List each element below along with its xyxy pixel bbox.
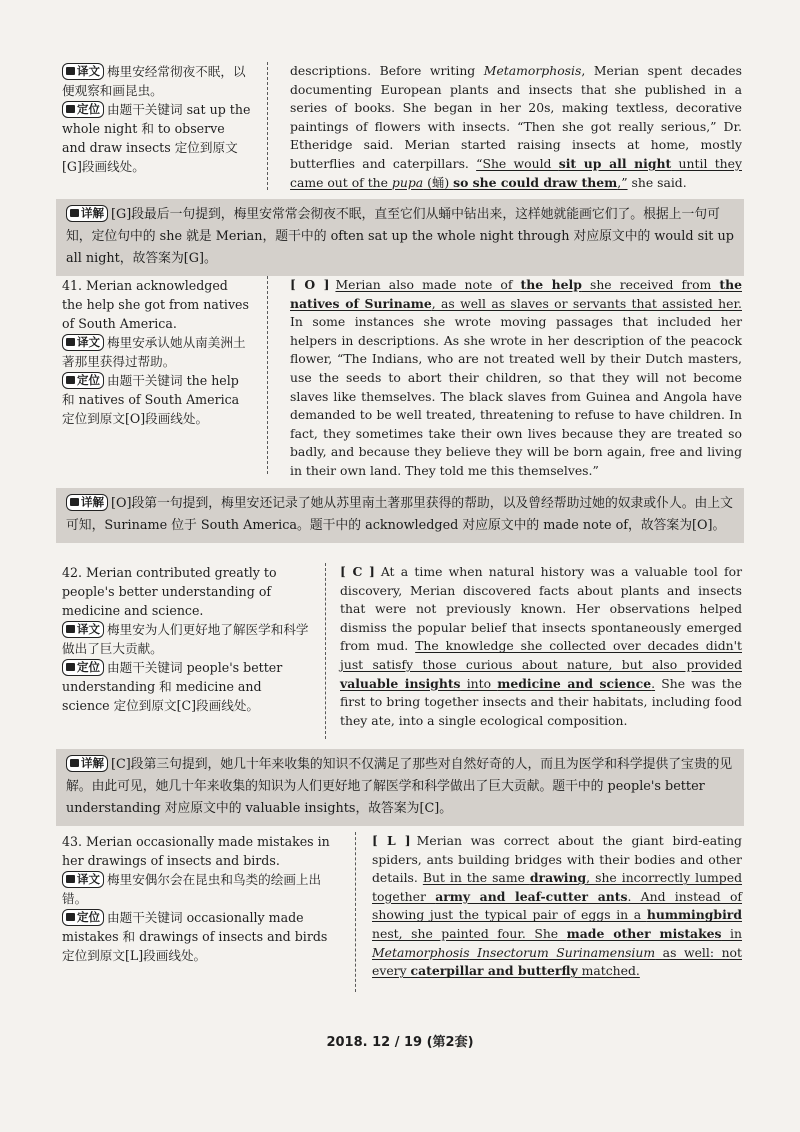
dingwei-tag: 定位 bbox=[62, 909, 104, 926]
yiwen-tag: 译文 bbox=[62, 621, 104, 638]
paragraph-label: [ L ] bbox=[372, 833, 411, 848]
dingwei-note: 定位 由题干关键词 people's better understanding 和 medicine and science 定位到原文[C]段画线处。 bbox=[62, 660, 283, 713]
explanation-41: 详解 [O]段第一句提到，梅里安还记录了她从苏里南土著那里获得的帮助，以及曾经帮助过她的奴隶或仆人。由上文可知，Suriname 位于 South America。题干中的 acknowledged 对应原文中的 made note of，故答案为[O]。 bbox=[56, 488, 744, 543]
book-icon bbox=[66, 875, 75, 883]
yiwen-tag: 译文 bbox=[62, 871, 104, 888]
dingwei-note: 定位 由题干关键词 occasionally made mistakes 和 drawings of insects and birds 定位到原文[L]段画线处。 bbox=[62, 910, 328, 963]
column-divider bbox=[267, 62, 268, 190]
block-g bbox=[62, 62, 742, 192]
column-divider bbox=[325, 563, 326, 739]
question-stem: 41. Merian acknowledged the help she got from natives of South America. bbox=[62, 278, 249, 331]
page-footer: 2018. 12 / 19 (第2套) bbox=[326, 1035, 474, 1050]
dingwei-note: 定位 由题干关键词 sat up the whole night 和 to observe and draw insects 定位到原文[G]段画线处。 bbox=[62, 102, 251, 174]
dingwei-tag: 定位 bbox=[62, 101, 104, 118]
book-icon bbox=[70, 759, 79, 767]
book-icon bbox=[66, 67, 75, 75]
xiangjie-tag: 详解 bbox=[66, 755, 108, 772]
book-icon bbox=[66, 376, 75, 384]
column-divider bbox=[267, 276, 268, 474]
book-icon bbox=[70, 209, 79, 217]
block-g-notes bbox=[62, 62, 252, 176]
book-icon bbox=[66, 663, 75, 671]
dingwei-note: 定位 由题干关键词 the help 和 natives of South America 定位到原文[O]段画线处。 bbox=[62, 373, 240, 426]
paragraph-label: [ O ] bbox=[290, 277, 330, 292]
paragraph-g: descriptions. Before writing Metamorphosis, Merian spent decades documenting European plants and insects that she published in a series of books. She began in her 20s, making textless, decorative paintings of flowers with insects. “Then she got really serious,” Dr. Etheridge said. Merian started raising insects at home, mostly butterflies and caterpillars. “She would sit up all night until they came out of the pupa (蛹) so she could draw them,” she said. bbox=[290, 63, 742, 190]
explanation-42: 详解 [C]段第三句提到，她几十年来收集的知识不仅满足了那些对自然好奇的人，而且为医学和科学提供了宝贵的见解。由此可见，她几十年来收集的知识为人们更好地了解医学和科学做出了巨大贡献。题干中的 people's better understanding 对应原文中的 valuable insights，故答案为[C]。 bbox=[56, 749, 744, 826]
question-42-notes bbox=[62, 563, 312, 715]
xiangjie-tag: 详解 bbox=[66, 494, 108, 511]
yiwen-tag: 译文 bbox=[62, 63, 104, 80]
dingwei-tag: 定位 bbox=[62, 659, 104, 676]
explanation-g: 详解 [G]段最后一句提到，梅里安常常会彻夜不眠，直至它们从蛹中钻出来，这样她就能画它们了。根据上一句可知，定位句中的 she 就是 Merian，题干中的 often sat up the whole night through 对应原文中的 would sit up all night，故答案为[G]。 bbox=[56, 199, 744, 276]
book-icon bbox=[66, 913, 75, 921]
book-icon bbox=[66, 625, 75, 633]
question-42 bbox=[62, 563, 742, 743]
dingwei-tag: 定位 bbox=[62, 372, 104, 389]
paragraph-o: [ O ] Merian also made note of the help she received from the natives of Suriname, as well as slaves or servants that assisted her. In some instances she wrote moving passages that included her helpers in descriptions. As she wrote in her description of the peacock flower, “The Indians, who are not treated well by their Dutch masters, use the seeds to abort their children, so that they will not become slaves like themselves. The black slaves from Guinea and Angola have demanded to be well treated, threatening to refuse to have children. In fact, they sometimes take their own lives because they are treated so badly, and because they believe they will be born again, free and living in their own land. They told me this themselves.” bbox=[290, 277, 742, 478]
question-41 bbox=[62, 276, 742, 476]
question-41-notes bbox=[62, 276, 252, 428]
yiwen-note: 译文 梅里安经常彻夜不眠，以便观察和画昆虫。 bbox=[62, 64, 246, 98]
book-icon bbox=[70, 498, 79, 506]
question-stem: 42. Merian contributed greatly to people's better understanding of medicine and science. bbox=[62, 565, 277, 618]
paragraph-c: [ C ] At a time when natural history was a valuable tool for discovery, Merian discovered facts about plants and insects that were not previously known. Her observations helped dismiss the popular belief that insects spontaneously emerged from mud. The knowledge she collected over decades didn't just satisfy those curious about nature, but also provided valuable insights into medicine and science. She was the first to bring together insects and their habitats, including food they ate, into a single ecological composition. bbox=[340, 564, 743, 728]
xiangjie-tag: 详解 bbox=[66, 205, 108, 222]
question-43-notes bbox=[62, 832, 342, 965]
yiwen-note: 译文 梅里安偶尔会在昆虫和鸟类的绘画上出错。 bbox=[62, 872, 322, 906]
yiwen-tag: 译文 bbox=[62, 334, 104, 351]
book-icon bbox=[66, 105, 75, 113]
question-43 bbox=[62, 832, 742, 1002]
book-icon bbox=[66, 338, 75, 346]
question-stem: 43. Merian occasionally made mistakes in her drawings of insects and birds. bbox=[62, 834, 330, 868]
yiwen-note: 译文 梅里安承认她从南美洲土著那里获得过帮助。 bbox=[62, 335, 246, 369]
column-divider bbox=[355, 832, 356, 992]
paragraph-label: [ C ] bbox=[340, 564, 375, 579]
yiwen-note: 译文 梅里安为人们更好地了解医学和科学做出了巨大贡献。 bbox=[62, 622, 309, 656]
paragraph-l: [ L ] Merian was correct about the giant bird-eating spiders, ants building bridges with their bodies and other details. But in the same drawing, she incorrectly lumped together army and leaf-cutter ants. And instead of showing just the typical pair of eggs in a hummingbird nest, she painted four. She made other mistakes in Metamorphosis Insectorum Surinamensium as well: not every caterpillar and butterfly matched. bbox=[372, 833, 743, 979]
